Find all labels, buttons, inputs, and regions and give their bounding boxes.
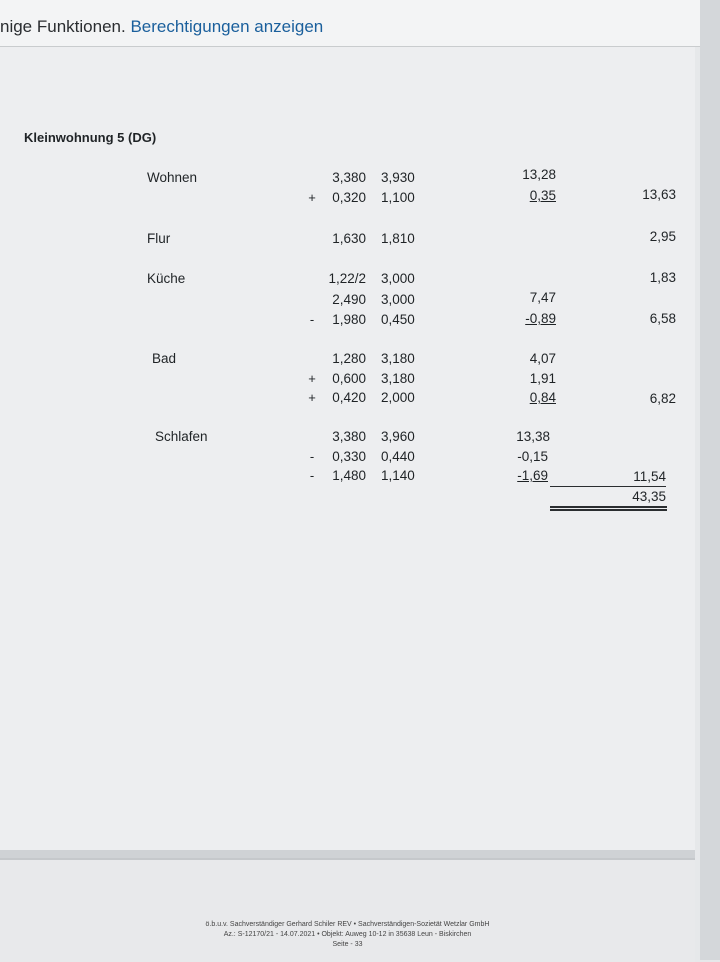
dim-a: 3,380 bbox=[332, 429, 366, 444]
grand-total: 43,35 bbox=[632, 489, 666, 504]
dim-a: 0,420 bbox=[332, 390, 366, 405]
dim-b: 2,000 bbox=[381, 390, 415, 405]
dim-a: 1,980 bbox=[332, 312, 366, 327]
dim-b: 3,000 bbox=[381, 292, 415, 307]
dim-a: 1,22/2 bbox=[328, 271, 366, 286]
dim-b: 3,960 bbox=[381, 429, 415, 444]
subtotal: 4,07 bbox=[529, 351, 556, 366]
dim-b: 1,810 bbox=[381, 231, 415, 246]
room-label-wohnen: Wohnen bbox=[147, 170, 198, 185]
operator-sign: + bbox=[308, 390, 316, 405]
page-number: Seite - 33 bbox=[332, 941, 363, 948]
section-heading: Kleinwohnung 5 (DG) bbox=[24, 130, 157, 145]
permissions-banner bbox=[0, 0, 700, 47]
dim-a: 1,480 bbox=[332, 468, 366, 483]
room-total: 2,95 bbox=[649, 229, 676, 244]
room-label-schlafen: Schlafen bbox=[155, 429, 208, 444]
footer-line: ö.b.u.v. Sachverständiger Gerhard Schiler REV • Sachverständigen-Sozietät Wetzlar GmbH bbox=[205, 921, 490, 928]
room-total: 1,83 bbox=[649, 270, 676, 285]
subtotal: -1,69 bbox=[517, 468, 548, 483]
dim-b: 3,180 bbox=[381, 371, 415, 386]
operator-sign: - bbox=[309, 449, 315, 464]
room-total: 11,54 bbox=[633, 469, 666, 484]
subtotal: -0,15 bbox=[517, 449, 548, 464]
room-label-bad: Bad bbox=[152, 351, 177, 366]
double-rule-top bbox=[550, 506, 667, 508]
dim-b: 3,180 bbox=[381, 351, 415, 366]
dim-b: 3,000 bbox=[381, 271, 415, 286]
operator-sign: - bbox=[309, 312, 315, 327]
dim-a: 3,380 bbox=[332, 170, 366, 185]
dim-a: 0,330 bbox=[332, 449, 366, 464]
operator-sign: - bbox=[309, 468, 315, 483]
page-separator bbox=[0, 850, 695, 858]
show-permissions-link[interactable]: Berechtigungen anzeigen bbox=[130, 17, 324, 36]
room-total: 13,63 bbox=[642, 187, 676, 202]
footer-line: Az.: S-12170/21 - 14.07.2021 • Objekt: Auweg 10-12 in 35638 Leun - Biskirchen bbox=[223, 931, 472, 938]
subtotal: 13,28 bbox=[522, 167, 556, 182]
page-footer bbox=[0, 920, 695, 950]
subtotal: 0,35 bbox=[529, 188, 556, 203]
banner-message bbox=[0, 17, 323, 37]
dim-a: 1,630 bbox=[332, 231, 366, 246]
dim-a: 2,490 bbox=[332, 292, 366, 307]
dim-a: 0,600 bbox=[332, 371, 366, 386]
double-rule-bottom bbox=[550, 509, 667, 511]
dim-b: 3,930 bbox=[381, 170, 415, 185]
dim-b: 1,100 bbox=[381, 190, 415, 205]
dim-b: 1,140 bbox=[381, 468, 415, 483]
sum-rule bbox=[550, 486, 666, 487]
subtotal: 0,84 bbox=[529, 390, 556, 405]
operator-sign: + bbox=[308, 190, 316, 205]
subtotal: 13,38 bbox=[516, 429, 550, 444]
subtotal: 1,91 bbox=[529, 371, 556, 386]
operator-sign: + bbox=[308, 371, 316, 386]
dim-b: 0,440 bbox=[381, 449, 415, 464]
room-total: 6,58 bbox=[649, 311, 676, 326]
banner-text: nige Funktionen. bbox=[0, 17, 126, 36]
dim-b: 0,450 bbox=[381, 312, 415, 327]
dim-a: 1,280 bbox=[332, 351, 366, 366]
room-label-flur: Flur bbox=[147, 231, 171, 246]
room-label-kueche: Küche bbox=[147, 271, 186, 286]
subtotal: -0,89 bbox=[525, 311, 556, 326]
scrollbar-track[interactable] bbox=[700, 0, 720, 960]
room-total: 6,82 bbox=[649, 391, 676, 406]
subtotal: 7,47 bbox=[529, 290, 556, 305]
dim-a: 0,320 bbox=[332, 190, 366, 205]
